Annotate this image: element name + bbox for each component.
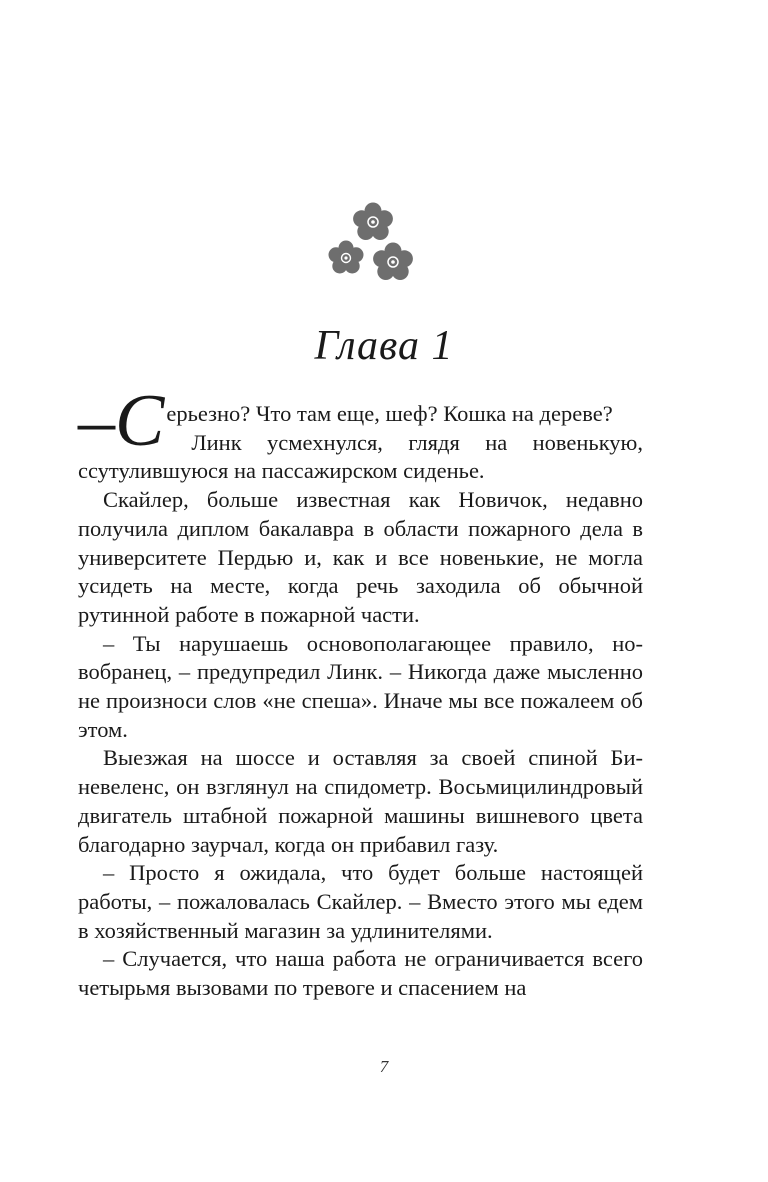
paragraph: – Ты нарушаешь основополагающее правило, новобранец, – предупредил Линк. – Никогда даже мысленно не произноси слов «не спеша». Иначе мы все пожалеем об этом. xyxy=(78,630,643,742)
drop-cap-letter: С xyxy=(115,380,165,462)
paragraph: Линк усмехнулся, глядя на новенькую, ссутулившуюся на пассажирском сиденье. xyxy=(78,429,643,484)
chapter-title: Глава 1 xyxy=(314,323,454,369)
page-number: 7 xyxy=(379,1057,389,1076)
paragraph: Выезжая на шоссе и оставляя за своей спиной Биневеленс, он взглянул на спидометр. Восьмицилиндровый двигатель штабной пожарной машины вишневого цвета благодарно заурчал, когда он прибавил газу. xyxy=(78,745,643,857)
flower-top xyxy=(353,203,393,241)
chapter-body xyxy=(78,380,643,1003)
flower-bottom-right xyxy=(373,243,413,281)
drop-cap-dash: – xyxy=(78,380,115,462)
drop-cap xyxy=(78,380,165,462)
paragraph: – Случается, что наша работа не ограничивается всего четырьмя вызовами по тревоге и спасением на xyxy=(78,946,643,1001)
paragraph-text: ерьезно? Что там еще, шеф? Кошка на дереве? xyxy=(166,401,613,426)
flower-bottom-left xyxy=(329,241,364,274)
three-flowers-icon xyxy=(324,196,416,288)
paragraph: Скайлер, больше известная как Новичок, недавно получила диплом бакалавра в области пожарного дела в университете Пердью и, как и все новенькие, не могла усидеть на месте, когда речь заходила об обычной рутинной работе в пожарной части. xyxy=(78,487,643,627)
paragraph: – Просто я ожидала, что будет больше настоящей работы, – пожаловалась Скайлер. – Вместо этого мы едем в хозяйственный магазин за удлинителями. xyxy=(78,860,643,943)
